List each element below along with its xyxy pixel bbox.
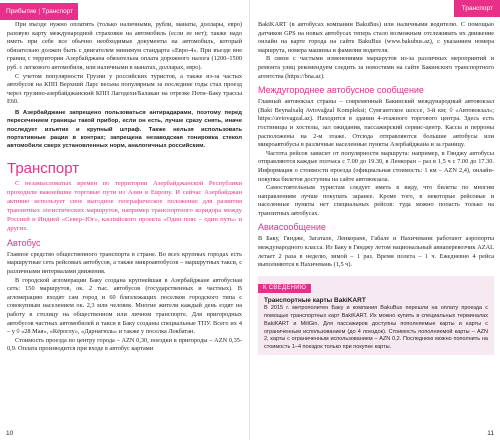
right-page: [250, 0, 500, 440]
page-number-left: 10: [6, 430, 14, 437]
subsection-bus-title: Автобус: [7, 237, 41, 248]
info-box-title: Транспортные карты BakiKART: [264, 296, 366, 304]
section-title: Транспорт: [7, 160, 80, 178]
warning-paragraph: В Азербайджане запрещено пользоваться антирадарами, поэтому перед пересечением границы такой прибор, если он есть, лучше сразу снять, иначе последует изъятие и крупный штраф. Также нельзя использовать портативные рации в контрах; запрещена незаводская тонировка стекол автомобиле сверх установленных норм, аналогичных российским.: [7, 109, 242, 150]
right-header-tab: Транспорт: [454, 0, 500, 17]
paragraph-bus-terminal: Главный автовокзал страны – современный Бакинский международный автовокзал (Baki Beynalxalq Avtovağzal Kompleksi; Сумгаитское шоссе, 3-й км; ◊ «Автовокзал»; https://avtovagzal.az). Находится в здании 4-этажного торгового центра. Здесь есть гостиницы и хостелы, зал ожидания, пассажирский сервис-центр. Кассы и перроны расположены на 2-м этаже. Отсюда отправляются большие автобусы или микроавтобусы в различные населенные пункты Азербайджана и за границу.: [258, 98, 494, 149]
paragraph-baku-network: В городской агломерации Баку создана крупнейшая в Азербайджане автобусная сеть: 150 маршрутов, ок. 2 тыс. автобусов (государственных и частных). В агломерацию входят сам город и 60 близлежащих поселков городского типа с совокупным населением ок. 2,3 млн человек. Многие жители каждый день ездят на работу в столицу на общественном или личном транспорте. Для пригородных автобусов частных автомобилей и такси в Баку созданы специальные ТПУ. Всего их 4 – у ◊ «28 Мая», «Кёроглу», «Дарнагюль» и также у поселка Локбатан.: [7, 276, 242, 336]
header-chapter-name: Транспорт: [41, 8, 74, 15]
header-separator: |: [38, 8, 41, 15]
paragraph-route-changes: В связи с частыми изменениями маршрутов из-за различных мероприятий и ремонта улиц рекомендуем следить за новостями на сайте Бакинского транспортного агентства (https://bna.az).: [258, 55, 494, 80]
left-running-header: [7, 0, 242, 17]
paragraph-bus-intro: Главное средство общественного транспорта в стране. Во всех крупных городах есть маршрутные сеть рейсовых автобусов, а также микроавтобусов – маршрутных такси, с различными интервалами движения.: [7, 250, 242, 276]
header-section-name: Прибытие: [6, 8, 37, 15]
paragraph-bakikart-payment: BakiKART (в автобусах компании BakuBus) или наличными водителю. С помощью датчиков GPS на новых автобусах теперь стало возможным отслеживать их движение онлайн на карте города на сайте BakuBus (www.bakubus.az), с указанием номера маршрута, номера машины и фамилии водителя.: [258, 21, 494, 54]
paragraph-fares: Стоимость проезда по центру города – AZN 0,30, поездки в пригороды – AZN 0,35-0,9. Оплата производится при входе в автобус картами: [7, 336, 242, 353]
paragraph-tickets-advice: Самостоятельным туристам следует иметь в виду, что билеты по многим направлениям лучше покупать заранее. Кроме того, в некоторые рейсовые и населенные пункты нет специальных рейсов: туда можно попасть только на транзитных автобусах.: [258, 184, 494, 217]
info-box-text: В 2015 г. метрополитен Баку и компания BakuBus перешли на оплату проезда с помощью транспортных карт BakiKART. Их можно купить в специальных терминалах BakiKART и MiliGin. Для пассажиров доступны пополняемые карты и карты с ограниченным использованием (до 4 поездок). Стоимость пополняемой карты – AZN 2, карты с ограниченным использованием – AZN 0,2. Последнюю можно пополнить на стоимость 1–4 поездок только при покупке карты.: [264, 304, 488, 351]
section-lead: С незамысловатых времен по территории Азербайджанской Республики проходили важнейшие торговые пути из Азии в Европу. И сейчас Азербайджан активно использует свое выгодное географическое положение для развития транзитных логистических маршрутов, например транспортного коридора между Россией и Индией «Север–Юг», каспийского проекта «Один пояс – один путь» и других.: [7, 180, 242, 232]
paragraph-airports: В Баку, Гяндже, Загатале, Ленкоране, Габале и Нахичевани работают аэропорты международного класса. Из Баку в Гянджу летом национальный авиаперевозчик AZAL летает 2 раза в неделю, зимой – 1 раз. Время полета – 1 ч. Ежедневно 4 рейса выполняются в Нахичевань (1,5 ч).: [258, 235, 494, 269]
left-header-tab: [0, 3, 78, 20]
subsection-intercity-title: Междугороднее автобусное сообщение: [258, 85, 424, 96]
paragraph-border-crossing: С учетом популярности Грузии у российских туристов, а также из-за частых автобусов на КПП Верхний Ларс весьма популярным за последние годы стал проезд через грузино-азербайджанский КПП Лагодехи/Балакан на отрезке Поти–Баку трассы Е60.: [7, 72, 242, 106]
right-running-header: [258, 0, 494, 17]
subsection-air-title: Авиасообщение: [258, 222, 326, 233]
info-box: [258, 276, 494, 355]
paragraph-frequency: Частота рейсов зависит от популярности маршрута: например, в Гянджу автобусы отправляются каждые полчаса с 7.00 до 19.30, в Ленкоран – раз в 1,5 ч с 7.00 до 17.30. Информация о стоимости проезда (официальная стоимость: 1 км – AZN 2,4), онлайн-покупка билетов доступны на сайте автовокзала.: [258, 149, 494, 183]
info-box-label: К СВЕДЕНИЮ: [258, 284, 311, 293]
page-number-right: 11: [487, 430, 494, 437]
paragraph-insurance: При въезде нужно оплатить (только наличными, рубли, манаты, доллары, евро) разовую карту международной страховки на автомобиль (если ее нет); также надо иметь при себе все обычно необходимые документы на автомобиль, который обязательно должен быть с двигателем минимум стандарта «Евро-4». При въезде вне границ с территории Азербайджана обязательна оплата дорожного налога (1200–1500 руб. с легкового автомобиля, или наличными в манатах, долларах, евро).: [7, 21, 242, 71]
